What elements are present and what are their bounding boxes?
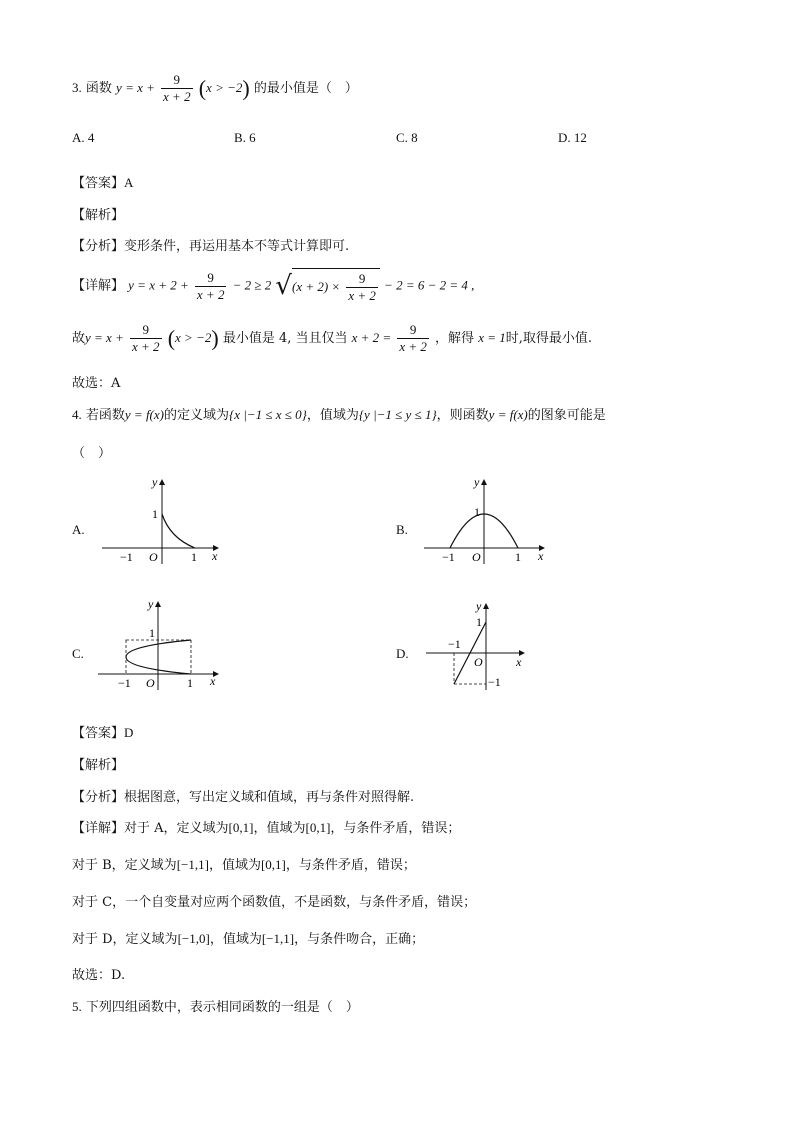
graph-b-x-label: x bbox=[538, 549, 544, 563]
q4-graph-d bbox=[424, 598, 534, 692]
graph-a-x-label: x bbox=[212, 549, 218, 563]
graph-a-y-label: y bbox=[152, 475, 158, 489]
q4-blank: （ ） bbox=[72, 446, 112, 461]
q3-option-d: D. 12 bbox=[558, 130, 587, 145]
q4-graph-b bbox=[422, 474, 552, 566]
q3-answer: 【答案】A bbox=[72, 175, 134, 191]
graph-b-origin: O bbox=[472, 550, 481, 564]
q3-line2: 故y = x + $\frac{9}{x + 2}$ (x > −2) 最小值是 4, 当且仅当 x + 2 = $\frac{9}{x + 2}$ ，解得 x = 1时,取得最小值. bbox=[72, 322, 592, 354]
graph-b-y-label: y bbox=[474, 475, 480, 489]
q3-option-c: C. 8 bbox=[396, 130, 418, 145]
q4-detail-a: 【详解】对于 A，定义域为[0,1]，值域为[0,1]，与条件矛盾，错误； bbox=[72, 820, 461, 836]
graph-c-y1: 1 bbox=[149, 626, 155, 640]
graph-a-y1: 1 bbox=[152, 507, 158, 521]
q3-xiangjie: 【详解】 y = x + 2 + $\frac{9}{x + 2}$ − 2 ≥ 2 √(x + 2) × $\frac{9}{x + 2}$ − 2 = 6 − 2 = 4 , bbox=[72, 269, 475, 303]
q3-conclusion: 故选：A bbox=[72, 376, 121, 391]
graph-d-y-label: y bbox=[476, 599, 482, 613]
q3-option-a: A. 4 bbox=[72, 130, 95, 145]
q3-domain-cond: x > −2 bbox=[206, 80, 243, 95]
graph-c-y-label: y bbox=[148, 597, 154, 611]
graph-c-neg1: −1 bbox=[118, 676, 131, 690]
q5-stem: 5. 下列四组函数中，表示相同函数的一组是（ ） bbox=[72, 999, 359, 1015]
q3-number: 3. bbox=[72, 80, 82, 95]
q3-fraction bbox=[161, 72, 193, 105]
q3-frac-den: x + 2 bbox=[163, 89, 191, 104]
q4-detail-c: 对于 C，一个自变量对应两个函数值，不是函数，与条件矛盾，错误； bbox=[72, 895, 477, 910]
graph-c-x-label: x bbox=[210, 674, 216, 688]
q3-stem-post: 的最小值是（ ） bbox=[253, 81, 358, 96]
q4-option-c-label: C. bbox=[72, 646, 84, 661]
graph-b-neg1: −1 bbox=[442, 550, 455, 564]
graph-a-origin: O bbox=[149, 550, 158, 564]
q4-analysis-tag: 【解析】 bbox=[72, 758, 125, 773]
q4-detail-b: 对于 B，定义域为[−1,1]，值域为[0,1]，与条件矛盾，错误； bbox=[72, 857, 416, 873]
q4-option-d-label: D. bbox=[396, 646, 409, 661]
q3-stem: 3. 函数 y = x + $\frac{9}{x + 2}$ (x > −2) 的最小值是（ ） bbox=[72, 72, 358, 104]
q4-option-a-label: A. bbox=[72, 522, 85, 537]
graph-c-pos1: 1 bbox=[187, 676, 193, 690]
q4-option-b-label: B. bbox=[396, 522, 408, 537]
q4-fenxi: 【分析】根据图意，写出定义域和值域，再与条件对照得解. bbox=[72, 790, 415, 805]
graph-d-yneg1: −1 bbox=[488, 675, 501, 689]
graph-d-x-label: x bbox=[516, 655, 522, 669]
q4-answer: 【答案】D bbox=[72, 725, 134, 741]
q4-graph-c bbox=[96, 596, 226, 692]
graph-d-y1: 1 bbox=[476, 615, 482, 629]
q3-frac-num: 9 bbox=[161, 72, 193, 89]
q4-detail-d: 对于 D，定义域为[−1,0]，值域为[−1,1]，与条件吻合，正确； bbox=[72, 931, 425, 947]
graph-a-neg1: −1 bbox=[120, 550, 133, 564]
graph-b-y1: 1 bbox=[474, 505, 480, 519]
q3-fenxi: 【分析】变形条件，再运用基本不等式计算即可. bbox=[72, 239, 350, 254]
graph-c-origin: O bbox=[146, 676, 155, 690]
q4-conclusion: 故选：D. bbox=[72, 968, 126, 983]
graph-d-neg1: −1 bbox=[448, 637, 461, 651]
q4-graph-a bbox=[100, 474, 225, 566]
q3-func-lhs: y = x + bbox=[116, 80, 155, 95]
graph-b-pos1: 1 bbox=[515, 550, 521, 564]
q3-analysis-tag: 【解析】 bbox=[72, 208, 125, 223]
q3-stem-pre: 函数 bbox=[85, 81, 112, 96]
q4-stem: 4. 若函数y = f(x)的定义域为{x |−1 ≤ x ≤ 0}，值域为{y |−1 ≤ y ≤ 1}，则函数y = f(x)的图象可能是 bbox=[72, 407, 606, 423]
graph-a-pos1: 1 bbox=[191, 550, 197, 564]
graph-d-origin: O bbox=[474, 655, 483, 669]
q3-option-b: B. 6 bbox=[234, 130, 256, 145]
